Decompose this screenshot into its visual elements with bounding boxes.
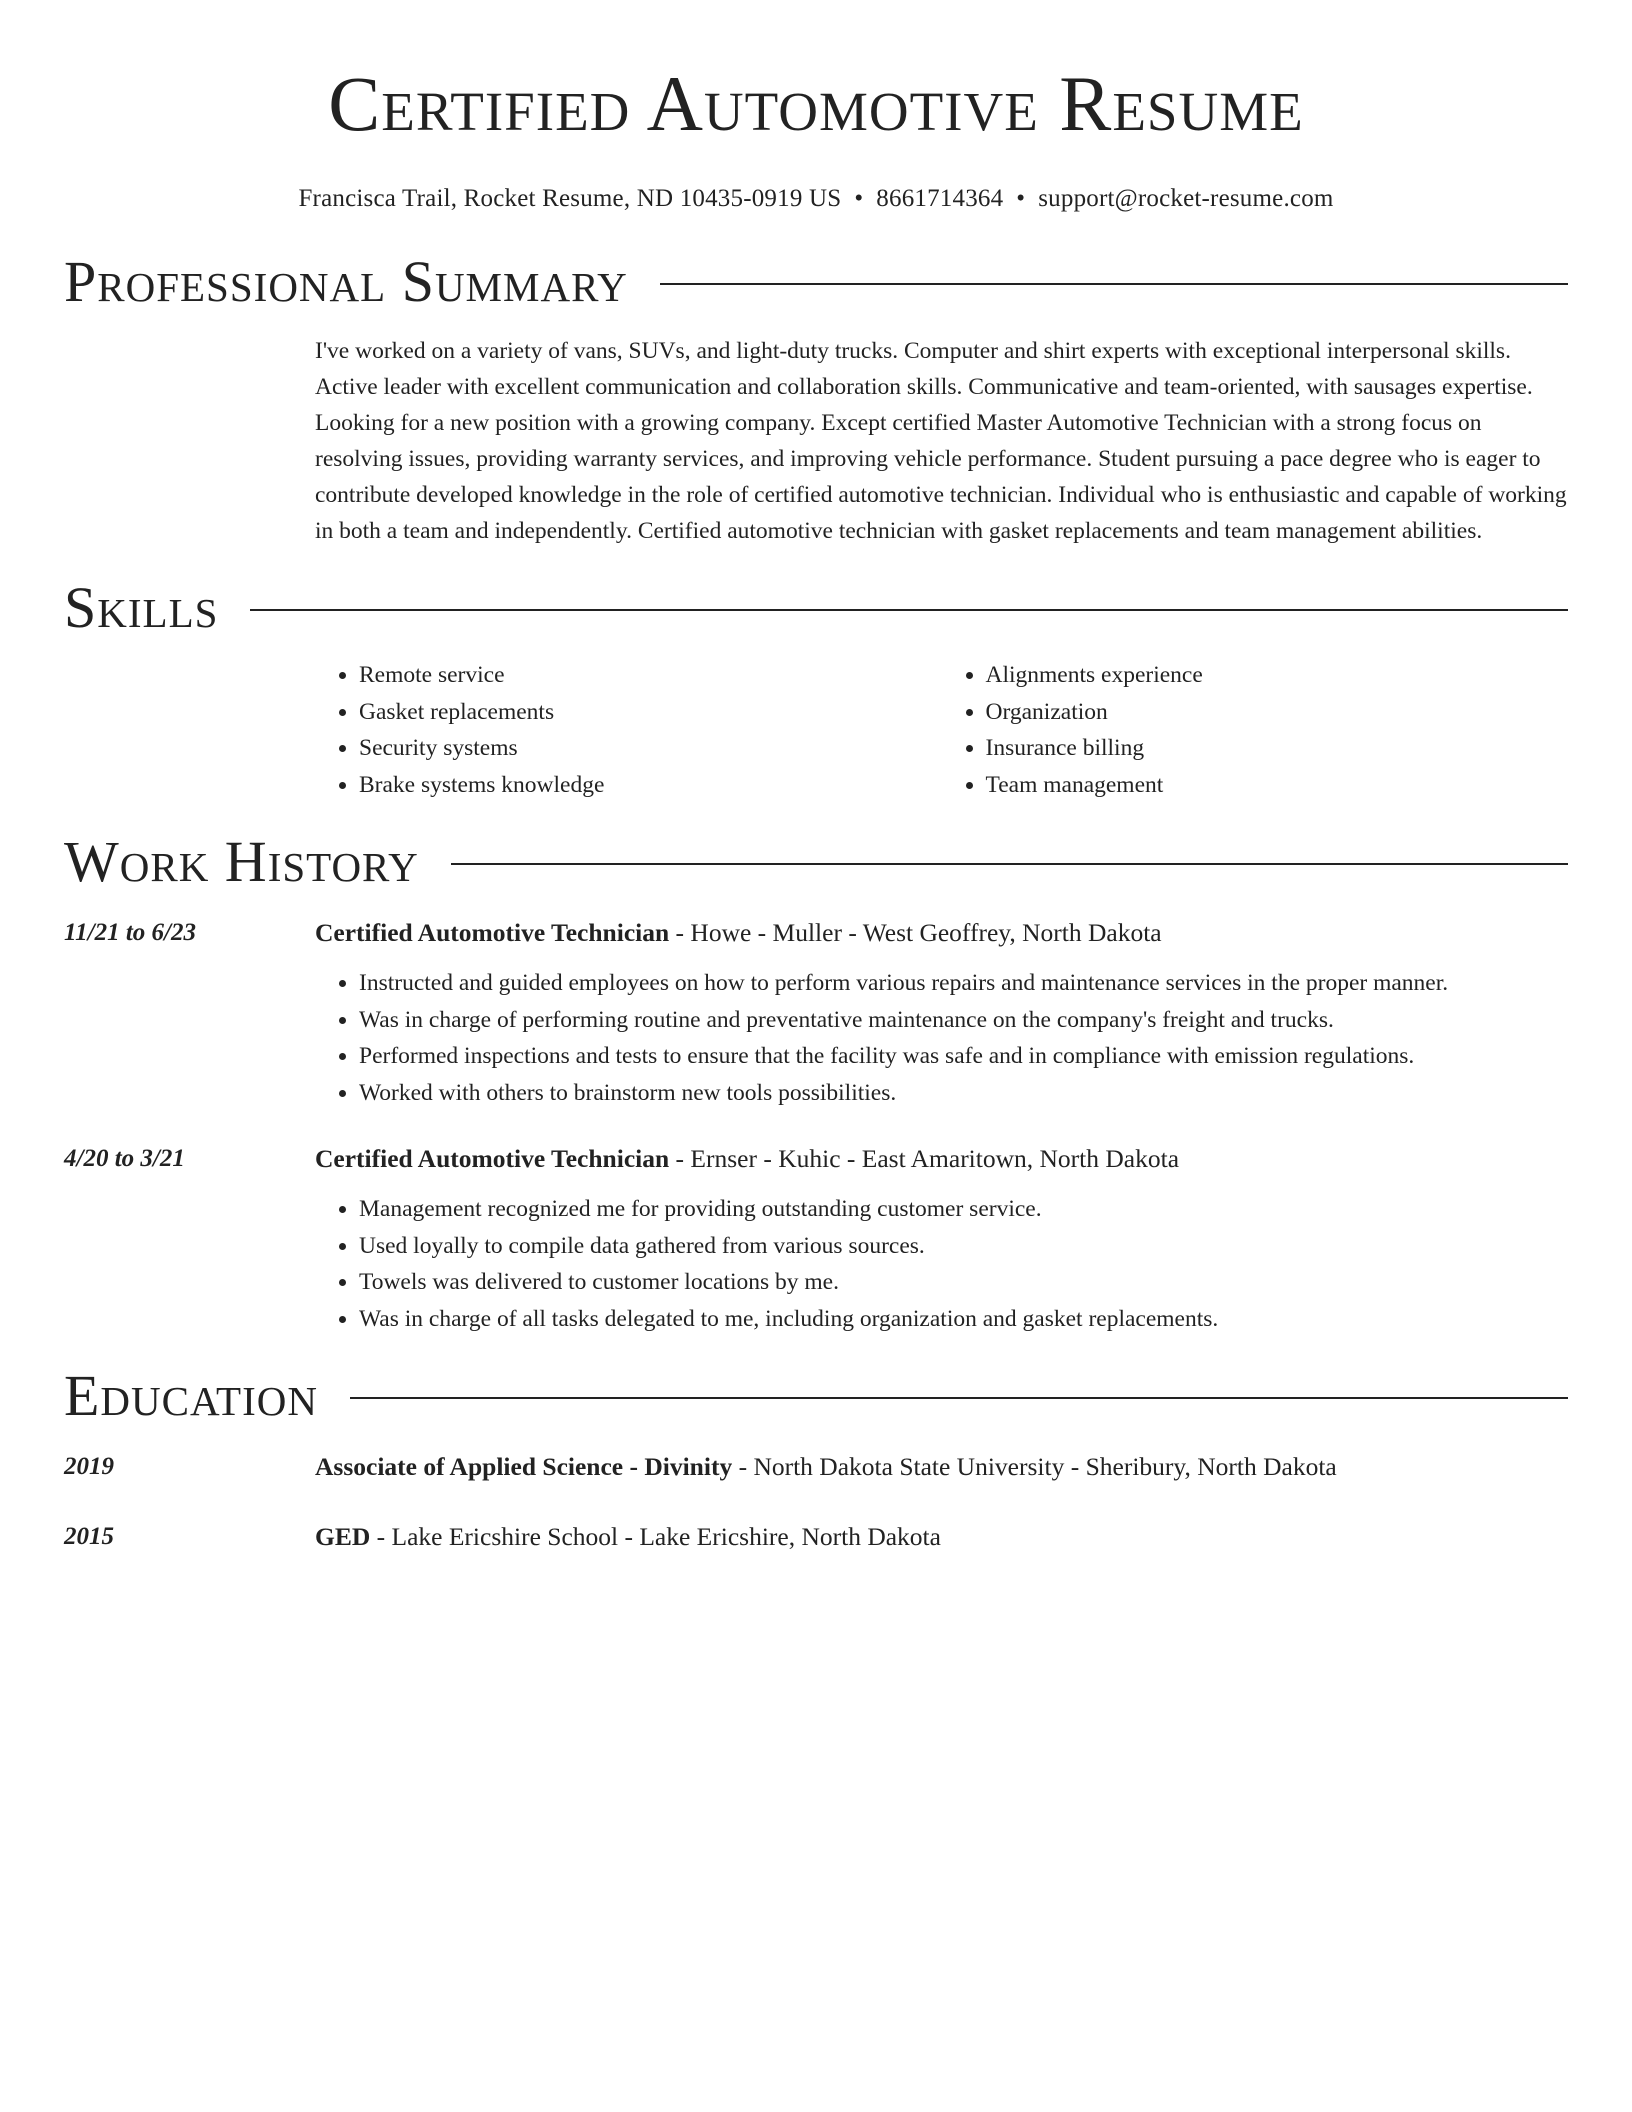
skills-list <box>315 657 1568 803</box>
summary-section-header <box>64 249 1568 314</box>
work-section-header <box>64 829 1568 894</box>
resume-title: Certified Automotive Resume <box>328 60 1304 147</box>
job-bullet: • Towels was delivered to customer locations by me. <box>359 1264 1568 1301</box>
education-body <box>315 1449 1568 1485</box>
skills-column-left <box>315 657 942 803</box>
skill-item: • Insurance billing <box>986 730 1569 767</box>
skill-item: • Security systems <box>359 730 942 767</box>
section-divider <box>350 1397 1568 1399</box>
skill-item: • Gasket replacements <box>359 694 942 731</box>
job-heading <box>315 1141 1568 1177</box>
education-degree: Associate of Applied Science - Divinity <box>315 1452 733 1481</box>
education-section-header <box>64 1363 1568 1428</box>
job-bullet: • Was in charge of performing routine and preventative maintenance on the company's freight and trucks. <box>359 1002 1568 1039</box>
education-body <box>315 1519 1568 1555</box>
education-heading-line <box>315 1449 1568 1485</box>
work-heading: Work History <box>64 829 419 894</box>
job-bullet: • Performed inspections and tests to ensure that the facility was safe and in compliance with emission regulations. <box>359 1038 1568 1075</box>
job-employer: - Ernser - Kuhic - East Amaritown, North Dakota <box>669 1144 1180 1173</box>
job-dates: 11/21 to 6/23 <box>64 919 196 946</box>
skill-item: • Remote service <box>359 657 942 694</box>
job-bullet: • Used loyally to compile data gathered from various sources. <box>359 1228 1568 1265</box>
job-entry <box>64 1141 1568 1337</box>
contact-separator: • <box>1016 185 1026 212</box>
job-bullet: • Worked with others to brainstorm new tools possibilities. <box>359 1075 1568 1112</box>
contact-separator: • <box>854 185 864 212</box>
skill-item: • Team management <box>986 767 1569 804</box>
job-bullets <box>315 1191 1568 1337</box>
job-body <box>315 915 1568 1111</box>
skill-item: • Alignments experience <box>986 657 1569 694</box>
section-divider <box>451 863 1568 865</box>
section-divider <box>250 609 1568 611</box>
job-bullet: • Instructed and guided employees on how to perform various repairs and maintenance services in the proper manner. <box>359 965 1568 1002</box>
skill-item: • Brake systems knowledge <box>359 767 942 804</box>
education-degree: GED <box>315 1522 371 1551</box>
job-entry <box>64 915 1568 1111</box>
job-dates: 4/20 to 3/21 <box>64 1145 185 1172</box>
education-heading: Education <box>64 1363 318 1428</box>
job-bullet: • Was in charge of all tasks delegated to me, including organization and gasket replacements. <box>359 1301 1568 1338</box>
education-heading-line <box>315 1519 1568 1555</box>
contact-line <box>64 185 1568 213</box>
education-entry <box>64 1449 1568 1485</box>
job-bullet: • Management recognized me for providing outstanding customer service. <box>359 1191 1568 1228</box>
skill-item: • Organization <box>986 694 1569 731</box>
job-employer: - Howe - Muller - West Geoffrey, North Dakota <box>669 918 1162 947</box>
education-year: 2015 <box>64 1523 114 1550</box>
education-school: - North Dakota State University - Sheribury, North Dakota <box>732 1452 1337 1481</box>
contact-address: Francisca Trail, Rocket Resume, ND 10435-0919 US <box>298 185 842 212</box>
skills-heading: Skills <box>64 575 219 640</box>
education-entry <box>64 1519 1568 1555</box>
job-title: Certified Automotive Technician <box>315 1144 670 1173</box>
summary-text: I've worked on a variety of vans, SUVs, and light-duty trucks. Computer and shirt experts with exceptional interpersonal skills. Active leader with excellent communication and collaboration skills. Communicative and team-oriented, with sausages expertise. Looking for a new position with a growing company. Except certified Master Automotive Technician with a strong focus on resolving issues, providing warranty services, and improving vehicle performance. Student pursuing a pace degree who is eager to contribute developed knowledge in the role of certified automotive technician. Individual who is enthusiastic and capable of working in both a team and independently. Certified automotive technician with gasket replacements and team management abilities. <box>315 338 1567 544</box>
job-heading <box>315 915 1568 951</box>
job-body <box>315 1141 1568 1337</box>
contact-email: support@rocket-resume.com <box>1038 185 1334 212</box>
job-bullets <box>315 965 1568 1111</box>
skills-section-header <box>64 575 1568 640</box>
contact-phone: 8661714364 <box>876 185 1004 212</box>
summary-heading: Professional Summary <box>64 249 628 314</box>
section-divider <box>660 283 1568 285</box>
education-school: - Lake Ericshire School - Lake Ericshire, North Dakota <box>370 1522 941 1551</box>
education-year: 2019 <box>64 1453 114 1480</box>
skills-column-right <box>942 657 1569 803</box>
job-title: Certified Automotive Technician <box>315 918 670 947</box>
